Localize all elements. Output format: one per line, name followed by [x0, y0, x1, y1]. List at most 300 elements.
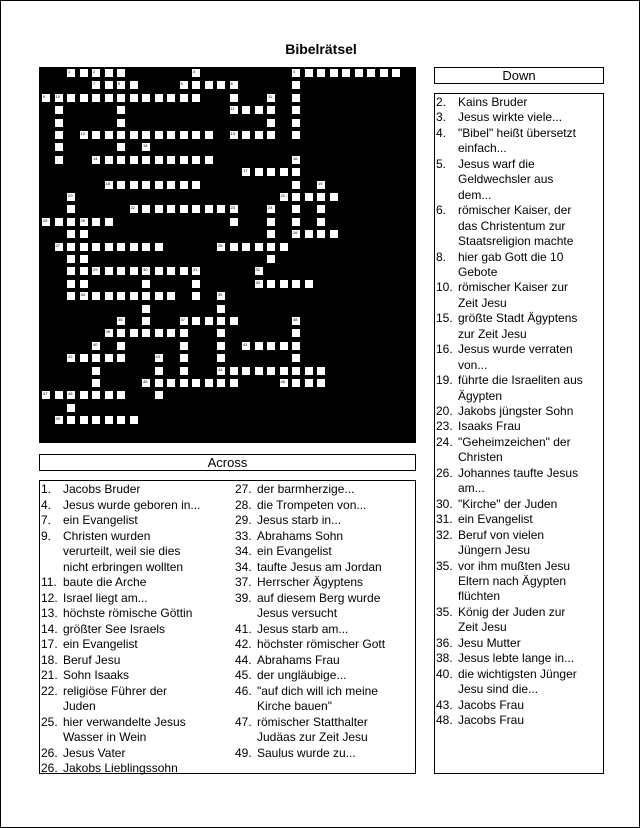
- grid-cell[interactable]: [91, 68, 101, 78]
- grid-cell[interactable]: [316, 366, 326, 376]
- clue-number: 24.: [436, 434, 453, 449]
- grid-cell-number: 42: [68, 354, 73, 360]
- grid-cell[interactable]: [116, 390, 126, 400]
- grid-cell[interactable]: [104, 242, 114, 252]
- grid-cell[interactable]: [91, 353, 101, 363]
- grid-cell[interactable]: [291, 118, 301, 128]
- grid-cell[interactable]: [79, 217, 89, 227]
- grid-cell[interactable]: [254, 266, 264, 276]
- grid-cell[interactable]: [166, 180, 176, 190]
- grid-cell[interactable]: [179, 155, 189, 165]
- grid-cell[interactable]: [241, 105, 251, 115]
- grid-cell[interactable]: [341, 68, 351, 78]
- grid-cell[interactable]: [216, 366, 226, 376]
- grid-cell[interactable]: [129, 266, 139, 276]
- grid-cell[interactable]: [229, 204, 239, 214]
- grid-cell[interactable]: [291, 316, 301, 326]
- grid-cell[interactable]: [154, 242, 164, 252]
- grid-cell[interactable]: [141, 180, 151, 190]
- grid-cell[interactable]: [291, 192, 301, 202]
- grid-cell[interactable]: [116, 105, 126, 115]
- grid-cell[interactable]: [91, 341, 101, 351]
- grid-cell[interactable]: [166, 291, 176, 301]
- grid-cell[interactable]: [129, 93, 139, 103]
- grid-cell[interactable]: [304, 192, 314, 202]
- grid-cell[interactable]: [79, 93, 89, 103]
- grid-cell[interactable]: [316, 217, 326, 227]
- grid-cell[interactable]: [129, 204, 139, 214]
- grid-cell[interactable]: [191, 316, 201, 326]
- grid-cell[interactable]: [116, 242, 126, 252]
- grid-cell[interactable]: [279, 341, 289, 351]
- grid-cell-number: 3: [193, 69, 196, 74]
- grid-cell[interactable]: [141, 316, 151, 326]
- grid-cell[interactable]: [316, 204, 326, 214]
- grid-cell[interactable]: [279, 242, 289, 252]
- grid-cell[interactable]: [66, 279, 76, 289]
- clue-text: Isaaks Frau: [458, 419, 521, 434]
- grid-cell[interactable]: [266, 254, 276, 264]
- clue-number: 26.: [41, 761, 58, 775]
- grid-cell[interactable]: [104, 390, 114, 400]
- grid-cell[interactable]: [141, 279, 151, 289]
- grid-cell[interactable]: [179, 204, 189, 214]
- grid-cell[interactable]: [266, 242, 276, 252]
- grid-cell[interactable]: [79, 130, 89, 140]
- grid-cell[interactable]: [216, 328, 226, 338]
- clue-text: hier verwandelte Jesus: [63, 714, 186, 729]
- grid-cell[interactable]: [66, 192, 76, 202]
- grid-cell[interactable]: [304, 279, 314, 289]
- grid-cell[interactable]: [91, 217, 101, 227]
- clue-text: ein Evangelist: [257, 544, 332, 558]
- grid-cell[interactable]: [54, 130, 64, 140]
- grid-cell[interactable]: [54, 217, 64, 227]
- clue-text: Beruf von vielen: [458, 527, 545, 542]
- grid-cell[interactable]: [79, 254, 89, 264]
- grid-cell[interactable]: [266, 217, 276, 227]
- grid-cell[interactable]: [54, 390, 64, 400]
- grid-cell[interactable]: [154, 291, 164, 301]
- grid-cell[interactable]: [154, 366, 164, 376]
- grid-cell[interactable]: [216, 353, 226, 363]
- grid-cell[interactable]: [291, 80, 301, 90]
- grid-cell[interactable]: [204, 130, 214, 140]
- grid-cell[interactable]: [254, 167, 264, 177]
- grid-cell[interactable]: [191, 68, 201, 78]
- grid-cell[interactable]: [191, 93, 201, 103]
- grid-cell[interactable]: [54, 118, 64, 128]
- grid-cell[interactable]: [241, 341, 251, 351]
- clue-text: Jacobs Bruder: [63, 482, 141, 496]
- grid-cell[interactable]: [191, 80, 201, 90]
- grid-cell[interactable]: [179, 353, 189, 363]
- grid-cell[interactable]: [241, 167, 251, 177]
- grid-cell[interactable]: [116, 353, 126, 363]
- grid-cell[interactable]: [291, 328, 301, 338]
- grid-cell[interactable]: [216, 80, 226, 90]
- grid-cell[interactable]: [79, 279, 89, 289]
- grid-cell[interactable]: [179, 80, 189, 90]
- grid-cell[interactable]: [104, 266, 114, 276]
- grid-cell[interactable]: [229, 130, 239, 140]
- grid-cell[interactable]: [166, 130, 176, 140]
- grid-cell[interactable]: [91, 266, 101, 276]
- grid-cell[interactable]: [329, 68, 339, 78]
- grid-cell[interactable]: [66, 68, 76, 78]
- grid-cell[interactable]: [229, 217, 239, 227]
- grid-cell[interactable]: [129, 328, 139, 338]
- grid-cell[interactable]: [104, 415, 114, 425]
- grid-cell[interactable]: [141, 304, 151, 314]
- grid-cell[interactable]: [66, 204, 76, 214]
- grid-cell[interactable]: [354, 68, 364, 78]
- grid-cell[interactable]: [266, 366, 276, 376]
- grid-cell[interactable]: [229, 93, 239, 103]
- grid-cell[interactable]: [141, 93, 151, 103]
- grid-cell[interactable]: [66, 266, 76, 276]
- grid-cell-number: 23: [230, 205, 235, 211]
- grid-cell[interactable]: [129, 415, 139, 425]
- grid-cell[interactable]: [316, 229, 326, 239]
- grid-cell[interactable]: [229, 378, 239, 388]
- clue-text: Gebote: [458, 264, 498, 279]
- grid-cell[interactable]: [316, 192, 326, 202]
- grid-cell[interactable]: [79, 390, 89, 400]
- grid-cell[interactable]: [154, 130, 164, 140]
- grid-cell[interactable]: [79, 353, 89, 363]
- grid-cell[interactable]: [166, 155, 176, 165]
- grid-cell[interactable]: [129, 130, 139, 140]
- grid-cell[interactable]: [166, 204, 176, 214]
- grid-cell[interactable]: [291, 366, 301, 376]
- grid-cell[interactable]: [154, 328, 164, 338]
- clue-text: Jesus wurde geboren in...: [63, 497, 201, 512]
- grid-cell[interactable]: [304, 378, 314, 388]
- grid-cell[interactable]: [141, 328, 151, 338]
- grid-cell[interactable]: [216, 378, 226, 388]
- grid-cell[interactable]: [191, 204, 201, 214]
- grid-cell[interactable]: [141, 204, 151, 214]
- grid-cell[interactable]: [116, 180, 126, 190]
- grid-cell[interactable]: [141, 155, 151, 165]
- grid-cell[interactable]: [116, 68, 126, 78]
- grid-cell[interactable]: [391, 68, 401, 78]
- clue-text: das Christentum zur: [458, 218, 566, 233]
- grid-cell[interactable]: [91, 242, 101, 252]
- grid-cell[interactable]: [204, 80, 214, 90]
- grid-cell[interactable]: [179, 328, 189, 338]
- grid-cell[interactable]: [41, 390, 51, 400]
- grid-cell-number: 38: [293, 317, 298, 322]
- grid-cell[interactable]: [216, 304, 226, 314]
- grid-cell[interactable]: [104, 68, 114, 78]
- grid-cell[interactable]: [266, 93, 276, 103]
- clue-text: "auf dich will ich meine: [257, 683, 378, 698]
- grid-cell[interactable]: [366, 68, 376, 78]
- grid-cell[interactable]: [329, 229, 339, 239]
- grid-cell[interactable]: [54, 415, 64, 425]
- grid-cell[interactable]: [179, 130, 189, 140]
- grid-cell[interactable]: [141, 378, 151, 388]
- grid-cell[interactable]: [79, 68, 89, 78]
- grid-cell[interactable]: [291, 93, 301, 103]
- grid-cell[interactable]: [179, 341, 189, 351]
- grid-cell[interactable]: [66, 415, 76, 425]
- grid-cell[interactable]: [266, 118, 276, 128]
- grid-cell[interactable]: [129, 80, 139, 90]
- grid-cell[interactable]: [191, 291, 201, 301]
- grid-cell[interactable]: [204, 378, 214, 388]
- grid-cell[interactable]: [104, 93, 114, 103]
- grid-cell[interactable]: [291, 217, 301, 227]
- clue-text: Abrahams Frau: [257, 652, 340, 667]
- grid-cell[interactable]: [154, 378, 164, 388]
- grid-cell[interactable]: [41, 217, 51, 227]
- grid-cell[interactable]: [141, 291, 151, 301]
- grid-cell[interactable]: [54, 105, 64, 115]
- grid-cell[interactable]: [154, 204, 164, 214]
- grid-cell[interactable]: [166, 93, 176, 103]
- grid-cell[interactable]: [66, 229, 76, 239]
- grid-cell[interactable]: [104, 80, 114, 90]
- grid-cell[interactable]: [179, 180, 189, 190]
- grid-cell[interactable]: [116, 341, 126, 351]
- grid-cell[interactable]: [329, 192, 339, 202]
- grid-cell[interactable]: [66, 291, 76, 301]
- grid-cell[interactable]: [104, 217, 114, 227]
- grid-cell-number: 21: [280, 193, 285, 198]
- grid-cell[interactable]: [66, 254, 76, 264]
- clue-number: 20.: [436, 404, 453, 418]
- clue-number: 22.: [41, 683, 58, 698]
- grid-cell[interactable]: [291, 155, 301, 165]
- grid-cell[interactable]: [291, 229, 301, 239]
- grid-cell[interactable]: [141, 130, 151, 140]
- grid-cell[interactable]: [129, 180, 139, 190]
- grid-cell[interactable]: [91, 366, 101, 376]
- grid-cell[interactable]: [291, 167, 301, 177]
- grid-cell[interactable]: [179, 378, 189, 388]
- grid-cell[interactable]: [216, 316, 226, 326]
- grid-cell[interactable]: [116, 291, 126, 301]
- grid-cell[interactable]: [216, 291, 226, 301]
- grid-cell[interactable]: [204, 316, 214, 326]
- grid-cell[interactable]: [291, 341, 301, 351]
- clue-number: 18.: [41, 652, 58, 667]
- grid-cell[interactable]: [304, 68, 314, 78]
- clue-text: Jesu Mutter: [458, 635, 521, 650]
- grid-cell[interactable]: [279, 378, 289, 388]
- grid-cell[interactable]: [141, 142, 151, 152]
- grid-cell[interactable]: [266, 105, 276, 115]
- grid-cell[interactable]: [254, 105, 264, 115]
- grid-cell[interactable]: [154, 180, 164, 190]
- grid-cell[interactable]: [91, 390, 101, 400]
- grid-cell[interactable]: [116, 155, 126, 165]
- grid-cell[interactable]: [154, 266, 164, 276]
- grid-cell[interactable]: [204, 204, 214, 214]
- clue-number: 1.: [41, 482, 52, 496]
- clue-text: taufte Jesus am Jordan: [257, 559, 382, 574]
- grid-cell[interactable]: [104, 353, 114, 363]
- grid-cell-number: 36: [118, 317, 123, 322]
- clue-number: 2.: [436, 95, 447, 109]
- grid-cell[interactable]: [116, 93, 126, 103]
- grid-cell[interactable]: [229, 316, 239, 326]
- clue-text: Christen: [458, 450, 503, 465]
- grid-cell[interactable]: [116, 415, 126, 425]
- clue-text: König der Juden zur: [458, 604, 566, 619]
- grid-cell[interactable]: [154, 93, 164, 103]
- grid-cell[interactable]: [316, 180, 326, 190]
- grid-cell[interactable]: [291, 130, 301, 140]
- grid-cell[interactable]: [116, 316, 126, 326]
- grid-cell[interactable]: [279, 167, 289, 177]
- grid-cell[interactable]: [229, 242, 239, 252]
- grid-cell[interactable]: [279, 192, 289, 202]
- grid-cell[interactable]: [291, 68, 301, 78]
- grid-cell[interactable]: [191, 130, 201, 140]
- grid-cell[interactable]: [116, 130, 126, 140]
- grid-cell[interactable]: [79, 291, 89, 301]
- grid-cell[interactable]: [91, 378, 101, 388]
- grid-cell[interactable]: [316, 68, 326, 78]
- grid-cell[interactable]: [104, 328, 114, 338]
- grid-cell[interactable]: [166, 378, 176, 388]
- grid-cell[interactable]: [104, 155, 114, 165]
- grid-cell[interactable]: [166, 266, 176, 276]
- grid-cell[interactable]: [216, 204, 226, 214]
- grid-cell[interactable]: [54, 93, 64, 103]
- grid-cell[interactable]: [104, 130, 114, 140]
- grid-cell[interactable]: [254, 130, 264, 140]
- grid-cell[interactable]: [116, 142, 126, 152]
- grid-cell[interactable]: [179, 316, 189, 326]
- grid-cell[interactable]: [291, 279, 301, 289]
- grid-cell[interactable]: [291, 353, 301, 363]
- grid-cell[interactable]: [91, 80, 101, 90]
- grid-cell[interactable]: [66, 390, 76, 400]
- grid-cell[interactable]: [191, 279, 201, 289]
- grid-cell[interactable]: [91, 130, 101, 140]
- grid-cell[interactable]: [291, 180, 301, 190]
- grid-cell[interactable]: [79, 266, 89, 276]
- grid-cell[interactable]: [291, 204, 301, 214]
- grid-cell[interactable]: [291, 105, 301, 115]
- grid-cell[interactable]: [141, 266, 151, 276]
- grid-cell[interactable]: [91, 93, 101, 103]
- grid-cell[interactable]: [116, 328, 126, 338]
- grid-cell[interactable]: [279, 366, 289, 376]
- grid-cell[interactable]: [266, 279, 276, 289]
- grid-cell-number: 40: [93, 341, 98, 347]
- grid-cell[interactable]: [191, 378, 201, 388]
- grid-cell[interactable]: [54, 142, 64, 152]
- clue-text: Jüngern Jesu: [458, 543, 531, 558]
- grid-cell[interactable]: [304, 366, 314, 376]
- grid-cell[interactable]: [191, 266, 201, 276]
- grid-cell[interactable]: [204, 155, 214, 165]
- grid-cell[interactable]: [116, 118, 126, 128]
- grid-cell[interactable]: [179, 366, 189, 376]
- grid-cell[interactable]: [191, 155, 201, 165]
- grid-cell[interactable]: [241, 366, 251, 376]
- grid-cell[interactable]: [66, 242, 76, 252]
- grid-cell[interactable]: [104, 180, 114, 190]
- grid-cell[interactable]: [91, 415, 101, 425]
- grid-cell[interactable]: [229, 80, 239, 90]
- grid-cell[interactable]: [166, 328, 176, 338]
- grid-cell[interactable]: [91, 155, 101, 165]
- grid-cell[interactable]: [66, 93, 76, 103]
- grid-cell[interactable]: [66, 217, 76, 227]
- grid-cell[interactable]: [116, 266, 126, 276]
- grid-cell-number: 6: [230, 81, 233, 87]
- grid-cell[interactable]: [216, 242, 226, 252]
- grid-cell[interactable]: [179, 93, 189, 103]
- clue-text: Johannes taufte Jesus: [458, 465, 579, 480]
- grid-cell[interactable]: [141, 242, 151, 252]
- grid-cell[interactable]: [116, 80, 126, 90]
- grid-cell[interactable]: [191, 180, 201, 190]
- grid-cell[interactable]: [229, 366, 239, 376]
- grid-cell[interactable]: [254, 341, 264, 351]
- clue-number: 9.: [41, 528, 52, 543]
- grid-cell[interactable]: [216, 341, 226, 351]
- grid-cell[interactable]: [266, 204, 276, 214]
- clue-number: 29.: [235, 513, 252, 527]
- grid-cell[interactable]: [154, 155, 164, 165]
- grid-cell[interactable]: [266, 130, 276, 140]
- grid-cell[interactable]: [54, 155, 64, 165]
- grid-cell[interactable]: [129, 155, 139, 165]
- grid-cell[interactable]: [129, 242, 139, 252]
- grid-cell[interactable]: [266, 229, 276, 239]
- clue-number: 23.: [436, 419, 453, 434]
- grid-cell[interactable]: [154, 390, 164, 400]
- clue-number: 44.: [235, 652, 252, 667]
- grid-cell[interactable]: [54, 242, 64, 252]
- grid-cell[interactable]: [154, 353, 164, 363]
- grid-cell[interactable]: [79, 229, 89, 239]
- grid-cell[interactable]: [379, 68, 389, 78]
- grid-cell[interactable]: [66, 403, 76, 413]
- grid-cell[interactable]: [254, 279, 264, 289]
- grid-cell[interactable]: [79, 242, 89, 252]
- grid-cell-number: 5: [118, 81, 121, 87]
- grid-cell[interactable]: [129, 291, 139, 301]
- grid-cell[interactable]: [316, 378, 326, 388]
- grid-cell[interactable]: [91, 291, 101, 301]
- grid-cell[interactable]: [241, 130, 251, 140]
- grid-cell[interactable]: [291, 378, 301, 388]
- grid-cell[interactable]: [266, 167, 276, 177]
- grid-cell[interactable]: [254, 366, 264, 376]
- grid-cell[interactable]: [179, 266, 189, 276]
- grid-cell[interactable]: [104, 291, 114, 301]
- grid-cell-number: 6: [180, 81, 183, 87]
- grid-cell[interactable]: [279, 279, 289, 289]
- grid-cell[interactable]: [229, 105, 239, 115]
- grid-cell[interactable]: [241, 242, 251, 252]
- grid-cell[interactable]: [41, 93, 51, 103]
- grid-cell[interactable]: [254, 242, 264, 252]
- grid-cell[interactable]: [79, 415, 89, 425]
- grid-cell[interactable]: [266, 341, 276, 351]
- grid-cell[interactable]: [66, 353, 76, 363]
- grid-cell[interactable]: [304, 229, 314, 239]
